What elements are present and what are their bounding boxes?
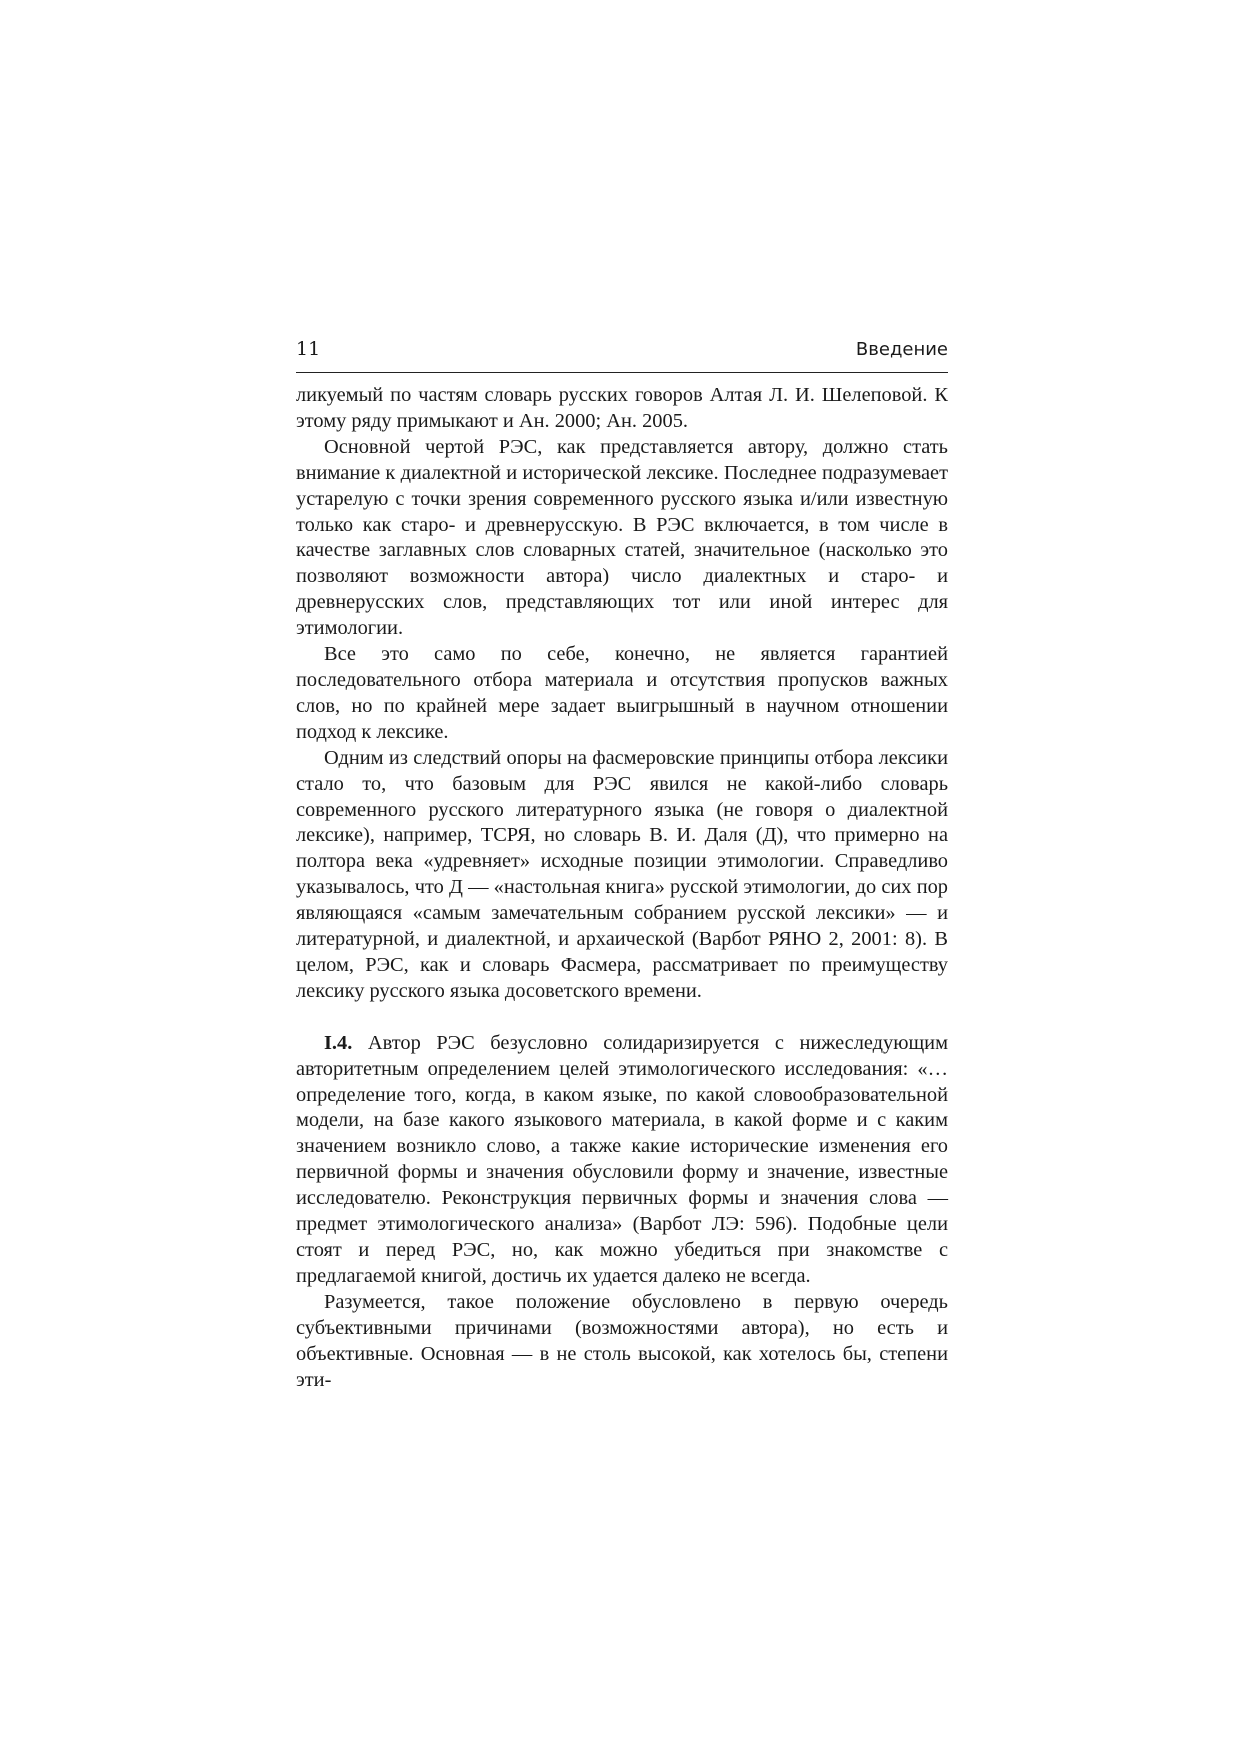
paragraph: Все это само по себе, конечно, не является гарантией последовательного отбора материала и отсутствия пропусков важных слов, но по крайней мере задает выигрышный в научном отношении подход к лексике. [296, 643, 948, 743]
section-marker: I.4. [324, 1031, 353, 1054]
running-header [296, 338, 948, 373]
section-title: Введение [855, 339, 948, 360]
paragraph: Основной чертой РЭС, как представляется автору, должно стать внимание к диалектной и исторической лексике. Последнее подразумевает устарелую с точки зрения современного русского языка и/или известную только как старо- и древнерусскую. В РЭС включается, в том числе в качестве заглавных слов словарных статей, значительное (насколько это позволяют возможности автора) число диалектных и старо- и древнерусских слов, представляющих тот или иной интерес для этимологии. [296, 435, 948, 640]
section-paragraph [296, 1031, 948, 1290]
page-number: 11 [296, 338, 321, 360]
body-text [296, 383, 948, 1393]
paragraph: ликуемый по частям словарь русских говоров Алтая Л. И. Шелеповой. К этому ряду примыкают и Ан. 2000; Ан. 2005. [296, 384, 948, 432]
section-text: Автор РЭС безусловно солидаризируется с нижеследующим авторитетным определением целей этимологического исследования: «… определение того, когда, в каком языке, по какой словообразовательной модели, на базе какого языкового материала, в какой форме и с каким значением возникло слово, а также какие исторические изменения его первичной формы и значения обусловили форму и значение, известные исследователю. Реконструкция первичных формы и значения слова — предмет этимологического анализа» (Варбот ЛЭ: 596). Подобные цели стоят и перед РЭС, но, как можно убедиться при знакомстве с предлагаемой книгой, достичь их удается далеко не всегда. [296, 1031, 948, 1287]
book-page [296, 338, 948, 1393]
paragraph: Одним из следствий опоры на фасмеровские принципы отбора лексики стало то, что базовым для РЭС явился не какой-либо словарь современного русского литературного языка (не говоря о диалектной лексике), например, ТСРЯ, но словарь В. И. Даля (Д), что примерно на полтора века «удревняет» исходные позиции этимологии. Справедливо указывалось, что Д — «настольная книга» русской этимологии, до сих пор являющаяся «самым замечательным собранием русской лексики» — и литературной, и диалектной, и архаической (Варбот РЯНО 2, 2001: 8). В целом, РЭС, как и словарь Фасмера, рассматривает по преимуществу лексику русского языка досоветского времени. [296, 746, 948, 1002]
paragraph: Разумеется, такое положение обусловлено в первую очередь субъективными причинами (возможностями автора), но есть и объективные. Основная — в не столь высокой, как хотелось бы, степени эти- [296, 1290, 948, 1391]
